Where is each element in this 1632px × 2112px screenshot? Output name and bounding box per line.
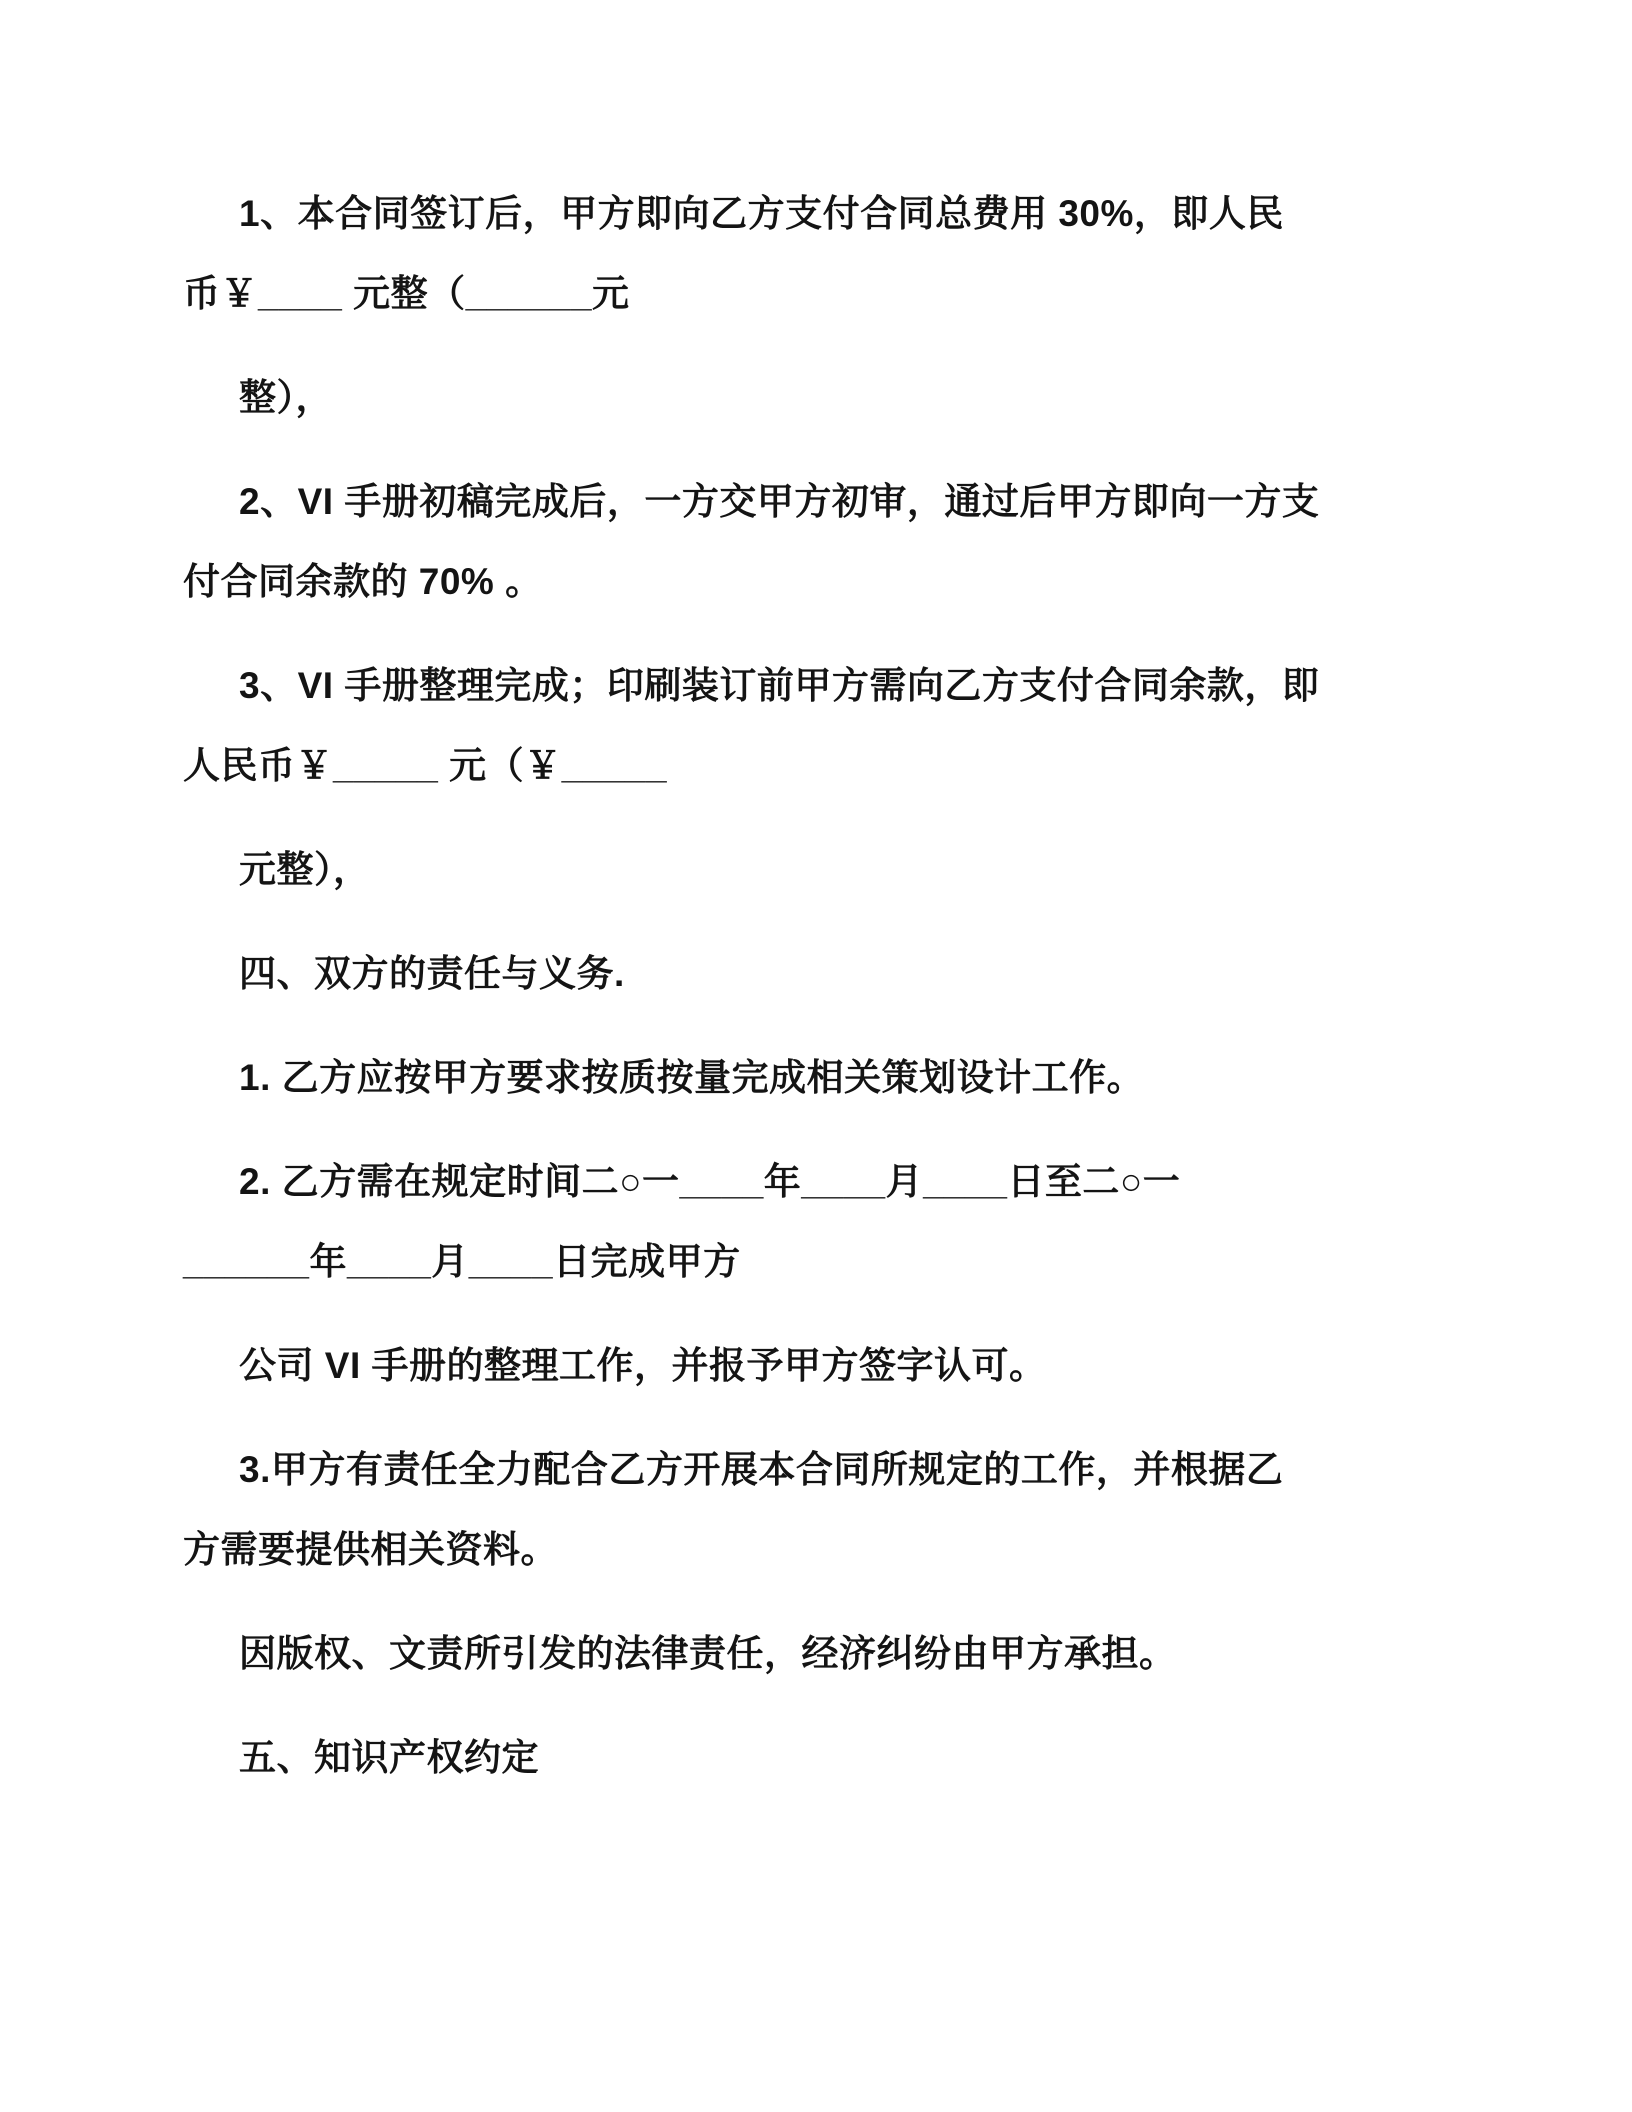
document-line: 2. 乙方需在规定时间二○一____年____月____日至二○一 — [239, 1161, 1181, 1202]
document-line: 1. 乙方应按甲方要求按质按量完成相关策划设计工作。 — [239, 1057, 1145, 1098]
document-line: 人民币￥_____ 元（￥_____ — [183, 745, 668, 786]
paragraph — [183, 358, 1462, 438]
paragraph — [183, 646, 1462, 806]
paragraph — [183, 174, 1462, 334]
document-line: 3、VI 手册整理完成；印刷装订前甲方需向乙方支付合同余款，即 — [239, 665, 1320, 706]
paragraph — [183, 1614, 1462, 1694]
document-line: ______年____月____日完成甲方 — [183, 1241, 741, 1282]
paragraph — [183, 1142, 1462, 1302]
paragraph — [183, 462, 1462, 622]
document-line: 公司 VI 手册的整理工作，并报予甲方签字认可。 — [239, 1345, 1047, 1386]
document-line: 币￥____ 元整（______元 — [183, 273, 630, 314]
paragraph — [183, 1326, 1462, 1406]
document-line: 方需要提供相关资料。 — [183, 1529, 558, 1570]
document-line: 1、本合同签订后，甲方即向乙方支付合同总费用 30%，即人民 — [239, 193, 1284, 234]
paragraph — [183, 934, 1462, 1014]
document-line: 2、VI 手册初稿完成后，一方交甲方初审，通过后甲方即向一方支 — [239, 481, 1320, 522]
document-line: 元整）， — [239, 849, 371, 890]
document-line: 四、双方的责任与义务. — [239, 953, 625, 994]
document-line: 付合同余款的 70% 。 — [183, 561, 543, 602]
paragraph — [183, 830, 1462, 910]
document-line: 五、知识产权约定 — [239, 1737, 539, 1778]
contract-body — [183, 174, 1462, 1798]
document-line: 整）， — [239, 377, 333, 418]
document-line: 3.甲方有责任全力配合乙方开展本合同所规定的工作，并根据乙 — [239, 1449, 1284, 1490]
paragraph — [183, 1430, 1462, 1590]
paragraph — [183, 1038, 1462, 1118]
document-line: 因版权、文责所引发的法律责任，经济纠纷由甲方承担。 — [239, 1633, 1177, 1674]
paragraph — [183, 1718, 1462, 1798]
